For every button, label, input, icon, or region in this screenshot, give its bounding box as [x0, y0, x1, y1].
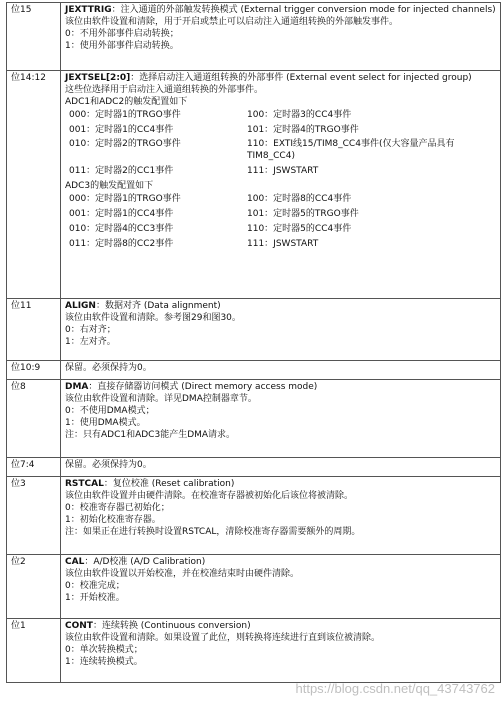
register-bit-table: [6, 2, 501, 683]
field-line: 该位由软件设置和清除。如果设置了此位，则转换将连续进行直到该位被清除。: [65, 632, 381, 643]
field-title-text: ：直接存储器访问模式 (Direct memory access mode): [88, 382, 318, 392]
bit-description: [61, 299, 501, 361]
trigger-option: 110：EXTI线15/TIM8_CC4事件(仅大容量产品具有TIM8_CC4): [247, 139, 455, 162]
table-row: [7, 361, 501, 380]
trigger-option: 111：JSWSTART: [247, 238, 319, 249]
bit-description: 保留。必须保持为0。: [61, 458, 501, 477]
field-title-text: ：连续转换 (Continuous conversion): [92, 621, 251, 631]
table-row: [7, 299, 501, 361]
field-line: 该位由软件设置以开始校准，并在校准结束时由硬件清除。: [65, 568, 300, 579]
field-name: JEXTTRIG: [65, 5, 112, 15]
field-title-text: ：A/D校准 (A/D Calibration): [84, 557, 206, 567]
field-line: 0：校准完成；: [65, 580, 125, 591]
field-name: DMA: [65, 382, 89, 392]
table-row: [7, 458, 501, 477]
bit-description: [61, 71, 501, 299]
field-line: 0：不用外部事件启动转换；: [65, 28, 179, 39]
trigger-option: 001：定时器1的CC4事件: [69, 208, 174, 219]
trigger-option: 100：定时器3的CC4事件: [247, 109, 352, 120]
field-name: CAL: [65, 557, 85, 567]
trigger-option: 011：定时器8的CC2事件: [69, 238, 174, 249]
field-title-text: ：数据对齐 (Data alignment): [95, 301, 221, 311]
trigger-option: 010：定时器4的CC3事件: [69, 223, 174, 234]
bit-position: 位7:4: [7, 458, 61, 477]
bit-description: [61, 555, 501, 619]
field-line: 1：使用外部事件启动转换。: [65, 40, 179, 51]
bit-position: 位8: [7, 380, 61, 458]
trigger-option: 011：定时器2的CC1事件: [69, 166, 174, 177]
table-row: [7, 380, 501, 458]
trigger-option: 111：JSWSTART: [247, 166, 319, 177]
table-row: [7, 619, 501, 683]
field-title: [65, 621, 496, 633]
field-line: 1：连续转换模式。: [65, 656, 143, 667]
field-line: 1：使用DMA模式。: [65, 417, 146, 428]
field-line: 1：左对齐。: [65, 336, 116, 347]
bit-description: [61, 619, 501, 683]
trigger-option: 110：定时器5的CC4事件: [247, 223, 352, 234]
field-line: 1：初始化校准寄存器。: [65, 514, 161, 525]
table-row: [7, 555, 501, 619]
bit-description: [61, 3, 501, 71]
field-line: 该位由软件设置并由硬件清除。在校准寄存器被初始化后该位将被清除。: [65, 490, 354, 501]
trigger-option: 100：定时器8的CC4事件: [247, 193, 352, 204]
table-row: [7, 3, 501, 71]
trigger-option: 001：定时器1的CC4事件: [69, 124, 174, 135]
trigger-option: 000：定时器1的TRGO事件: [69, 109, 181, 120]
trigger-option: 101：定时器4的TRGO事件: [247, 124, 359, 135]
field-title: [65, 479, 496, 491]
field-title: [65, 557, 496, 569]
bit-position: 位14:12: [7, 71, 61, 299]
field-title: [65, 301, 496, 313]
trigger-option: 010：定时器2的TRGO事件: [69, 139, 181, 150]
adc3-trigger-table: [65, 194, 496, 251]
bit-position: 位2: [7, 555, 61, 619]
field-line: 该位由软件设置和清除，用于开启或禁止可以启动注入通道组转换的外部触发事件。: [65, 16, 399, 27]
field-name: RSTCAL: [65, 479, 104, 489]
field-name: CONT: [65, 621, 93, 631]
field-note: 注：只有ADC1和ADC3能产生DMA请求。: [65, 429, 236, 440]
bit-position: 位1: [7, 619, 61, 683]
bit-position: 位3: [7, 477, 61, 555]
bit-description: [61, 477, 501, 555]
field-line: 该位由软件设置和清除。参考图29和图30。: [65, 312, 241, 323]
watermark-text: https://blog.csdn.net/qq_43743762: [295, 680, 495, 696]
bit-position: 位10:9: [7, 361, 61, 380]
field-title-text: ：复位校准 (Reset calibration): [103, 479, 235, 489]
field-line: 0：不使用DMA模式；: [65, 405, 155, 416]
adc12-trigger-label: ADC1和ADC2的触发配置如下: [65, 96, 188, 107]
field-title: [65, 5, 496, 17]
bit-description: 保留。必须保持为0。: [61, 361, 501, 380]
trigger-option: 000：定时器1的TRGO事件: [69, 193, 181, 204]
field-line: 0：单次转换模式；: [65, 644, 143, 655]
adc3-trigger-label: ADC3的触发配置如下: [65, 181, 154, 191]
bit-position: 位15: [7, 3, 61, 71]
field-line: 0：右对齐；: [65, 324, 116, 335]
field-title-text: ：选择启动注入通道组转换的外部事件 (External event select for injected group): [130, 73, 472, 83]
field-line: 该位由软件设置和清除。详见DMA控制器章节。: [65, 393, 257, 404]
field-title: [65, 382, 496, 394]
table-row: [7, 71, 501, 299]
field-title: [65, 73, 496, 85]
field-line: 0：校准寄存器已初始化；: [65, 502, 170, 513]
field-name: ALIGN: [65, 301, 96, 311]
adc12-trigger-table: [65, 110, 496, 178]
bit-position: 位11: [7, 299, 61, 361]
field-title-text: ：注入通道的外部触发转换模式 (External trigger conversion mode for injected channels): [111, 5, 496, 15]
bit-description: [61, 380, 501, 458]
table-row: [7, 477, 501, 555]
field-line: 这些位选择用于启动注入通道组转换的外部事件。: [65, 84, 264, 95]
trigger-option: 101：定时器5的TRGO事件: [247, 208, 359, 219]
field-name: JEXTSEL[2:0]: [65, 73, 131, 83]
field-note: 注：如果正在进行转换时设置RSTCAL，清除校准寄存器需要额外的周期。: [65, 526, 361, 537]
field-line: 1：开始校准。: [65, 592, 125, 603]
